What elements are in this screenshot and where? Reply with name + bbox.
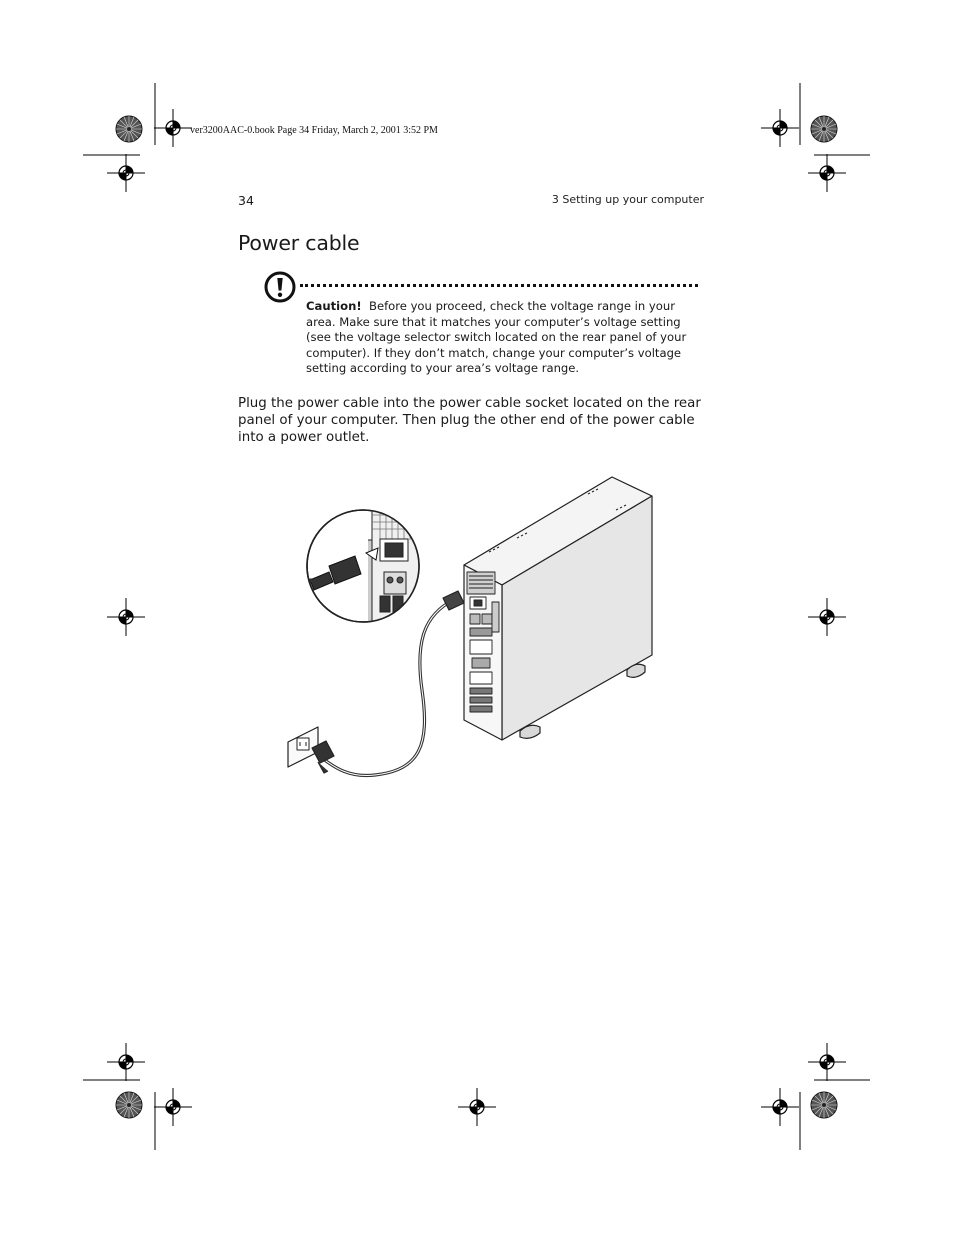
power-cable bbox=[322, 600, 453, 776]
computer-side-plug bbox=[443, 591, 464, 610]
running-head: 3 Setting up your computer bbox=[551, 193, 704, 206]
zoom-inset bbox=[300, 508, 432, 628]
caution-label: Caution! bbox=[306, 299, 362, 313]
caution-text: Before you proceed, check the voltage range in your area. Make sure that it matches your computer’s voltage setting (see the voltage selector switch located on the rear panel of your computer). If they don’t match, change your computer’s voltage setting according to your area’s voltage range. bbox=[306, 299, 687, 376]
body-paragraph: Plug the power cable into the power cable socket located on the rear panel of your computer. Then plug the other end of the power cable into a power outlet. bbox=[238, 396, 701, 446]
print-bookline: ver3200AAC-0.book Page 34 Friday, March 2, 2001 3:52 PM bbox=[190, 125, 438, 136]
section-title: Power cable bbox=[238, 231, 360, 255]
page-number: 34 bbox=[238, 193, 254, 208]
